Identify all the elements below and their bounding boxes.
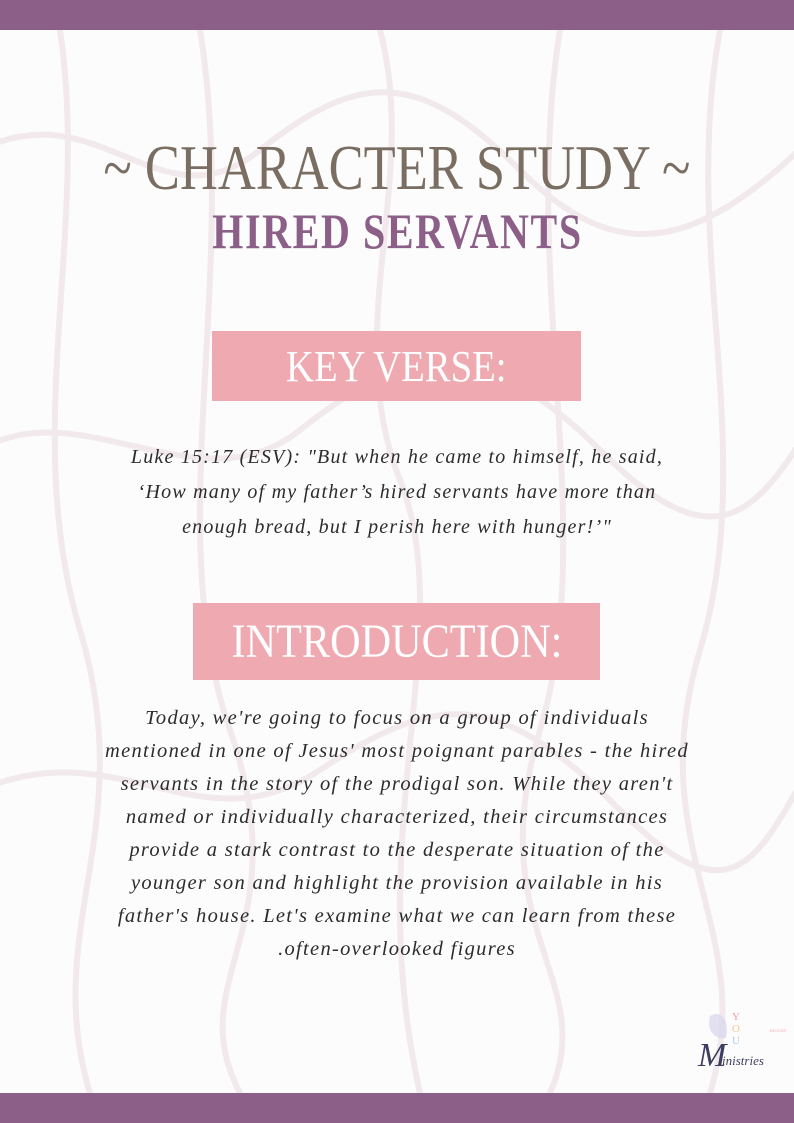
verse-line: Luke 15:17 (ESV): "But when he came to himself, he said, xyxy=(130,446,664,468)
svg-text:U: U xyxy=(732,1035,740,1047)
page-subtitle: HIRED SERVANTS xyxy=(211,203,583,259)
ministries-logo xyxy=(692,1008,792,1088)
intro-line: named or individually characterized, their circumstances xyxy=(125,806,669,828)
intro-line: .often-overlooked figures xyxy=(278,938,516,960)
svg-text:M: M xyxy=(698,1037,727,1074)
verse-line: enough bread, but I perish here with hunger!’" xyxy=(182,516,612,538)
bottom-bar xyxy=(0,1093,794,1123)
top-bar xyxy=(0,0,794,30)
intro-line: mentioned in one of Jesus' most poignant parables - the hired xyxy=(105,740,689,762)
intro-line: younger son and highlight the provision available in his xyxy=(130,872,664,894)
introduction-text xyxy=(10,702,784,966)
svg-text:Y: Y xyxy=(732,1011,740,1023)
page-title: ~ CHARACTER STUDY ~ xyxy=(103,132,691,203)
key-verse-text xyxy=(0,440,794,545)
svg-text:inistries: inistries xyxy=(722,1053,764,1068)
verse-line: ‘How many of my father’s hired servants have more than xyxy=(137,481,657,503)
intro-line: Today, we're going to focus on a group of individuals xyxy=(145,707,649,729)
introduction-heading: INTRODUCTION: xyxy=(193,603,600,680)
key-verse-heading: KEY VERSE: xyxy=(212,331,581,401)
svg-text:BECKER: BECKER xyxy=(770,1028,787,1033)
svg-text:O: O xyxy=(732,1023,740,1035)
intro-line: father's house. Let's examine what we can learn from these xyxy=(117,905,677,927)
intro-line: servants in the story of the prodigal son. While they aren't xyxy=(120,773,674,795)
intro-line: provide a stark contrast to the desperate situation of the xyxy=(129,839,665,861)
